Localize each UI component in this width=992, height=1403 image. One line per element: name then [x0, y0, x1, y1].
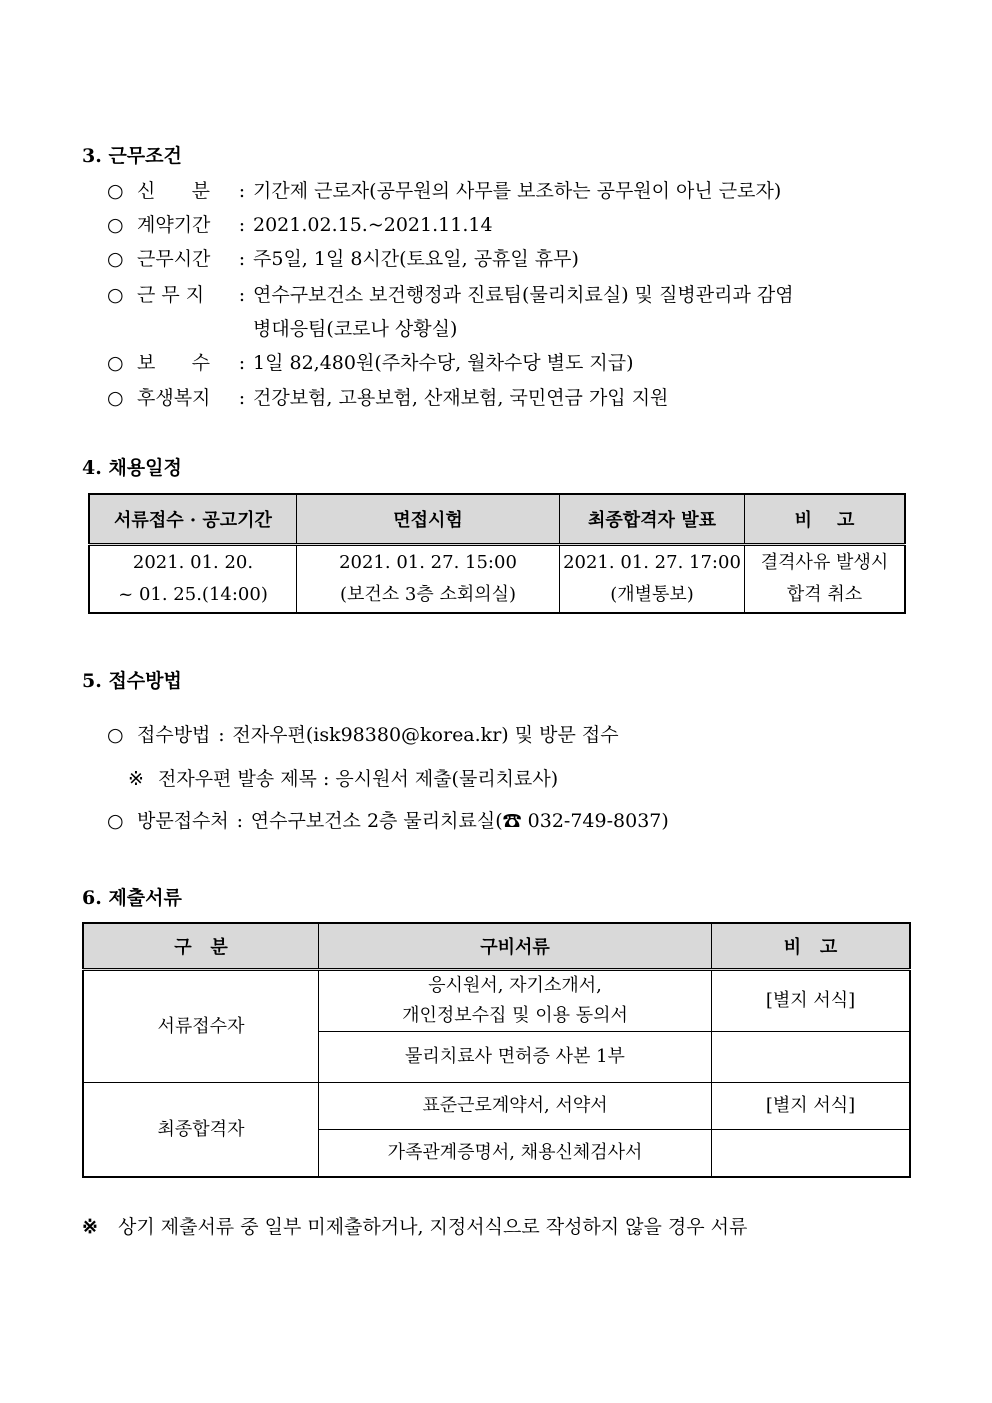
documents-table [82, 922, 911, 1178]
schedule-header: 면접시험 [297, 494, 560, 545]
schedule-header: 서류접수 · 공고기간 [89, 494, 297, 545]
condition-welfare: ○ 후생복지 : 건강보험, 고용보험, 산재보험, 국민연금 가입 지원 [107, 387, 669, 409]
condition-pay: ○ 보 수 : 1일 82,480원(주차수당, 월차수당 별도 지급) [107, 352, 634, 374]
documents-cell: 가족관계증명서, 채용신체검사서 [319, 1130, 712, 1178]
documents-note [712, 1032, 911, 1083]
documents-row [83, 1083, 910, 1130]
condition-contract: ○ 계약기간 : 2021.02.15.~2021.11.14 [107, 214, 493, 236]
documents-cell: 응시원서, 자기소개서, 개인정보수집 및 이용 동의서 [319, 970, 712, 1032]
schedule-cell: 결격사유 발생시 합격 취소 [745, 545, 906, 614]
documents-header: 구비서류 [319, 923, 712, 970]
schedule-header-row [89, 494, 905, 545]
condition-location-cont: 병대응팀(코로나 상황실) [253, 318, 458, 340]
schedule-cell: 2021. 01. 27. 17:00 (개별통보) [560, 545, 745, 614]
email-subject-note: ※ 전자우편 발송 제목 : 응시원서 제출(물리치료사) [128, 768, 559, 790]
footer-note: ※ 상기 제출서류 중 일부 미제출하거나, 지정서식으로 작성하지 않을 경우 서류 [82, 1216, 748, 1238]
schedule-header: 최종합격자 발표 [560, 494, 745, 545]
section3-title: 3. 근무조건 [82, 145, 182, 167]
documents-cell: 표준근로계약서, 서약서 [319, 1083, 712, 1130]
section6-title: 6. 제출서류 [82, 887, 182, 909]
documents-note: [별지 서식] [712, 1083, 911, 1130]
documents-header: 비 고 [712, 923, 911, 970]
documents-group: 최종합격자 [83, 1083, 319, 1178]
documents-header: 구 분 [83, 923, 319, 970]
visit-receipt: ○ 방문접수처 : 연수구보건소 2층 물리치료실(☎ 032-749-8037) [107, 810, 669, 832]
schedule-cell: 2021. 01. 20. ~ 01. 25.(14:00) [89, 545, 297, 614]
schedule-table [88, 493, 906, 614]
section4-title: 4. 채용일정 [82, 457, 182, 479]
section5-title: 5. 접수방법 [82, 670, 182, 692]
documents-header-row [83, 923, 910, 970]
schedule-row [89, 545, 905, 614]
condition-hours: ○ 근무시간 : 주5일, 1일 8시간(토요일, 공휴일 휴무) [107, 248, 579, 270]
documents-note: [별지 서식] [712, 970, 911, 1032]
schedule-header: 비 고 [745, 494, 906, 545]
schedule-cell: 2021. 01. 27. 15:00 (보건소 3층 소회의실) [297, 545, 560, 614]
condition-status: ○ 신 분 : 기간제 근로자(공무원의 사무를 보조하는 공무원이 아닌 근로자) [107, 180, 782, 202]
receipt-method: ○ 접수방법 : 전자우편(isk98380@korea.kr) 및 방문 접수 [107, 724, 619, 746]
documents-row [83, 970, 910, 1032]
documents-group: 서류접수자 [83, 970, 319, 1083]
condition-location: ○ 근 무 지 : 연수구보건소 보건행정과 진료팀(물리치료실) 및 질병관리과 감염 [107, 284, 794, 306]
documents-cell: 물리치료사 면허증 사본 1부 [319, 1032, 712, 1083]
documents-note [712, 1130, 911, 1178]
